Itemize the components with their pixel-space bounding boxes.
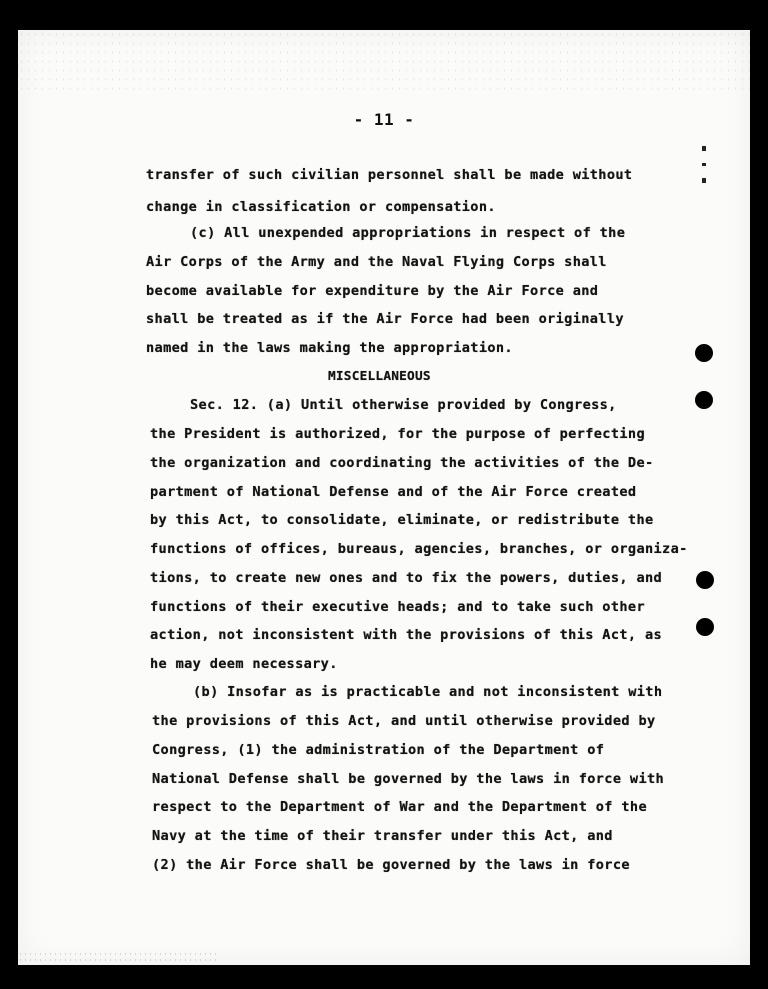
scan-border [0,0,18,989]
text-line: tions, to create new ones and to fix the powers, duties, and [150,570,663,586]
text-line: Navy at the time of their transfer under this Act, and [152,828,613,844]
text-line: by this Act, to consolidate, eliminate, or redistribute the [150,512,654,528]
text-line: he may deem necessary. [150,656,338,672]
punch-hole [695,391,713,409]
punch-hole [695,344,713,362]
text-line: partment of National Defense and of the Air Force created [150,484,637,500]
punch-hole [696,618,714,636]
text-line: functions of their executive heads; and to take such other [150,599,645,615]
text-line: Congress, (1) the administration of the Department of [152,742,605,758]
document-page [18,30,750,965]
margin-mark [702,178,706,183]
text-line: respect to the Department of War and the Department of the [152,799,647,815]
margin-mark [702,146,706,151]
section-heading: MISCELLANEOUS [328,369,431,384]
scan-noise-bottom [18,951,218,965]
text-line: (b) Insofar as is practicable and not inconsistent with [193,684,663,700]
text-line: (2) the Air Force shall be governed by the laws in force [152,857,630,873]
text-line: become available for expenditure by the Air Force and [146,283,599,299]
punch-hole [696,571,714,589]
text-line: Air Corps of the Army and the Naval Flying Corps shall [146,254,607,270]
page-number: - 11 - [353,110,415,129]
text-line: (c) All unexpended appropriations in respect of the [190,225,626,241]
text-line: transfer of such civilian personnel shall be made without [146,167,633,183]
text-line: the provisions of this Act, and until otherwise provided by [152,713,656,729]
text-line: the President is authorized, for the purpose of perfecting [150,426,645,442]
text-line: action, not inconsistent with the provisions of this Act, as [150,627,663,643]
text-line: National Defense shall be governed by the laws in force with [152,771,665,787]
text-line: change in classification or compensation. [146,199,496,215]
text-line: named in the laws making the appropriation. [146,340,513,356]
text-line: functions of offices, bureaus, agencies, branches, or organiza- [150,541,688,557]
text-line: shall be treated as if the Air Force had been originally [146,311,624,327]
scan-noise [18,30,750,90]
text-line: the organization and coordinating the activities of the De- [150,455,654,471]
margin-mark [702,163,706,166]
text-line: Sec. 12. (a) Until otherwise provided by Congress, [190,397,617,413]
